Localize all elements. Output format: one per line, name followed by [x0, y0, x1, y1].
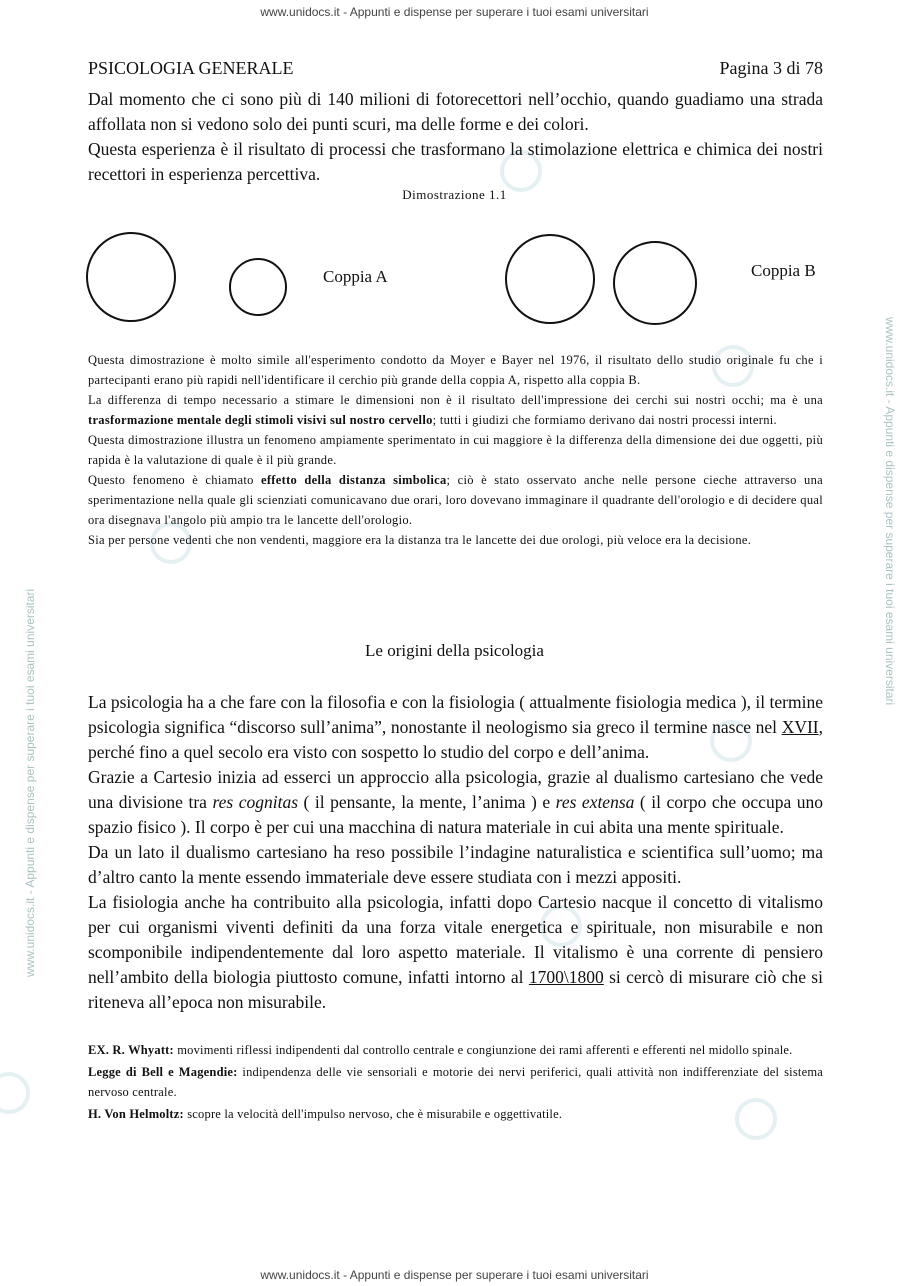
document-title: PSICOLOGIA GENERALE — [88, 58, 294, 78]
page-header — [88, 58, 823, 79]
text: ( il pensante, la mente, l’anima ) e — [298, 792, 556, 812]
note-text: scopre la velocità dell'impulso nervoso, che è misurabile e oggettivatile. — [183, 1107, 563, 1121]
bold-text: trasformazione mentale degli stimoli visivi sul nostro cervello — [88, 413, 433, 427]
paragraph: Da un lato il dualismo cartesiano ha reso possibile l’indagine naturalistica e scientifica sull’uomo; ma d’altro canto la mente essendo immateriale deve essere studiata con i mezzi appositi. — [88, 842, 823, 887]
circle-a-large — [86, 232, 176, 322]
text: La fisiologia anche ha contribuito alla psicologia, infatti dopo Cartesio nacque il concetto di vitalismo per cui organismi viventi definiti da una forza vitale energetica e spirituale, non misurabile e non scomponibile indipendentemente dal loro aspetto materiale. Il vitalismo è una corrente di pensiero nell’ambito della biologia piuttosto comune, infatti intorno al — [88, 892, 823, 987]
intro-text — [88, 87, 823, 187]
notes — [88, 1040, 823, 1126]
text: , perché fino a quel secolo era visto con sospetto lo studio del corpo e dell’anima. — [88, 717, 823, 762]
circle-b-right — [613, 241, 697, 325]
section-title: Le origini della psicologia — [365, 641, 544, 660]
underlined-text: 1700\1800 — [528, 967, 604, 987]
watermark-logo-icon — [0, 1072, 30, 1114]
note-label: Legge di Bell e Magendie: — [88, 1065, 238, 1079]
note-label: H. Von Helmoltz: — [88, 1107, 184, 1121]
paragraph: Sia per persone vedenti che non vendenti, maggiore era la distanza tra le lancette dei due orologi, più veloce era la decisione. — [88, 533, 752, 547]
note — [88, 1040, 823, 1060]
paragraph — [88, 690, 823, 765]
italic-text: res cognitas — [212, 792, 299, 812]
paragraph: Questa dimostrazione illustra un fenomeno ampiamente sperimentato in cui maggiore è la differenza della dimensione dei due oggetti, più rapida è la valutazione di quale è il più grande. — [88, 433, 823, 467]
watermark-left: www.unidocs.it - Appunti e dispense per superare i tuoi esami universitari — [23, 588, 37, 977]
text: si cercò di misurare ciò che si riteneva all’epoca non misurabile. — [88, 967, 823, 1012]
text: La differenza di tempo necessario a stimare le dimensioni non è il risultato dell'impressione dei cerchi sui nostri occhi; ma è una — [88, 393, 823, 407]
label-coppia-b: Coppia B — [751, 261, 816, 280]
text: Grazie a Cartesio inizia ad esserci un approccio alla psicologia, grazie al dualismo cartesiano che vede una divisione tra — [88, 767, 823, 812]
italic-text: res extensa — [555, 792, 635, 812]
text: Questo fenomeno è chiamato — [88, 473, 261, 487]
paragraph: Questa dimostrazione è molto simile all'esperimento condotto da Moyer e Bayer nel 1976, il risultato dello studio originale fu che i partecipanti erano più rapidi nell'identificare il cerchio più grande della coppia A, rispetto alla coppia B. — [88, 353, 823, 387]
circle-b-left — [505, 234, 595, 324]
text: ; tutti i giudizi che formiamo derivano dai nostri processi interni. — [432, 413, 777, 427]
text: ( il corpo che occupa uno spazio fisico ). Il corpo è per cui una macchina di natura materiale in cui abita una mente spirituale. — [88, 792, 823, 837]
text: La psicologia ha a che fare con la filosofia e con la fisiologia ( attualmente fisiologia medica ), il termine psicologia significa “discorso sull’anima”, nonostante il neologismo sia greco il termine nasce nel — [88, 692, 823, 737]
text: ; ciò è stato osservato anche nelle persone cieche attraverso una sperimentazione nella quale gli scienziati comunicavano due orari, loro dovevano immaginare il quadrante dell'orologio e di decidere qual ora disegnava l'angolo più ampio tra le lancette dell'orologio. — [88, 473, 823, 527]
paragraph — [88, 470, 823, 530]
underlined-text: XVII — [781, 717, 819, 737]
watermark-top: www.unidocs.it - Appunti e dispense per superare i tuoi esami universitari — [260, 5, 649, 19]
paragraph — [88, 890, 823, 1015]
note-text: movimenti riflessi indipendenti dal controllo centrale e congiunzione dei rami afferenti e efferenti nel midollo spinale. — [173, 1043, 793, 1057]
demo-explanation — [88, 350, 823, 550]
note-label: EX. R. Whyatt: — [88, 1043, 174, 1057]
watermark-bottom: www.unidocs.it - Appunti e dispense per superare i tuoi esami universitari — [260, 1268, 649, 1282]
paragraph: Questa esperienza è il risultato di processi che trasformano la stimolazione elettrica e chimica dei nostri recettori in esperienza percettiva. — [88, 139, 823, 184]
origins-text — [88, 690, 823, 1015]
label-coppia-a: Coppia A — [323, 267, 388, 286]
bold-text: effetto della distanza simbolica — [260, 473, 447, 487]
watermark-right: www.unidocs.it - Appunti e dispense per superare i tuoi esami universitari — [883, 317, 897, 706]
page-number: Pagina 3 di 78 — [719, 58, 823, 78]
demo-title: Dimostrazione 1.1 — [402, 187, 507, 202]
note-text: indipendenza delle vie sensoriali e motorie dei nervi periferici, quali attività non indifferenziate del sistema nervoso centrale. — [88, 1065, 824, 1099]
paragraph: Dal momento che ci sono più di 140 milioni di fotorecettori nell’occhio, quando guadiamo una strada affollata non si vedono solo dei punti scuri, ma delle forme e dei colori. — [88, 89, 823, 134]
paragraph — [88, 390, 823, 430]
circle-a-small — [229, 258, 287, 316]
note — [88, 1062, 823, 1102]
note — [88, 1104, 823, 1124]
paragraph — [88, 765, 823, 840]
